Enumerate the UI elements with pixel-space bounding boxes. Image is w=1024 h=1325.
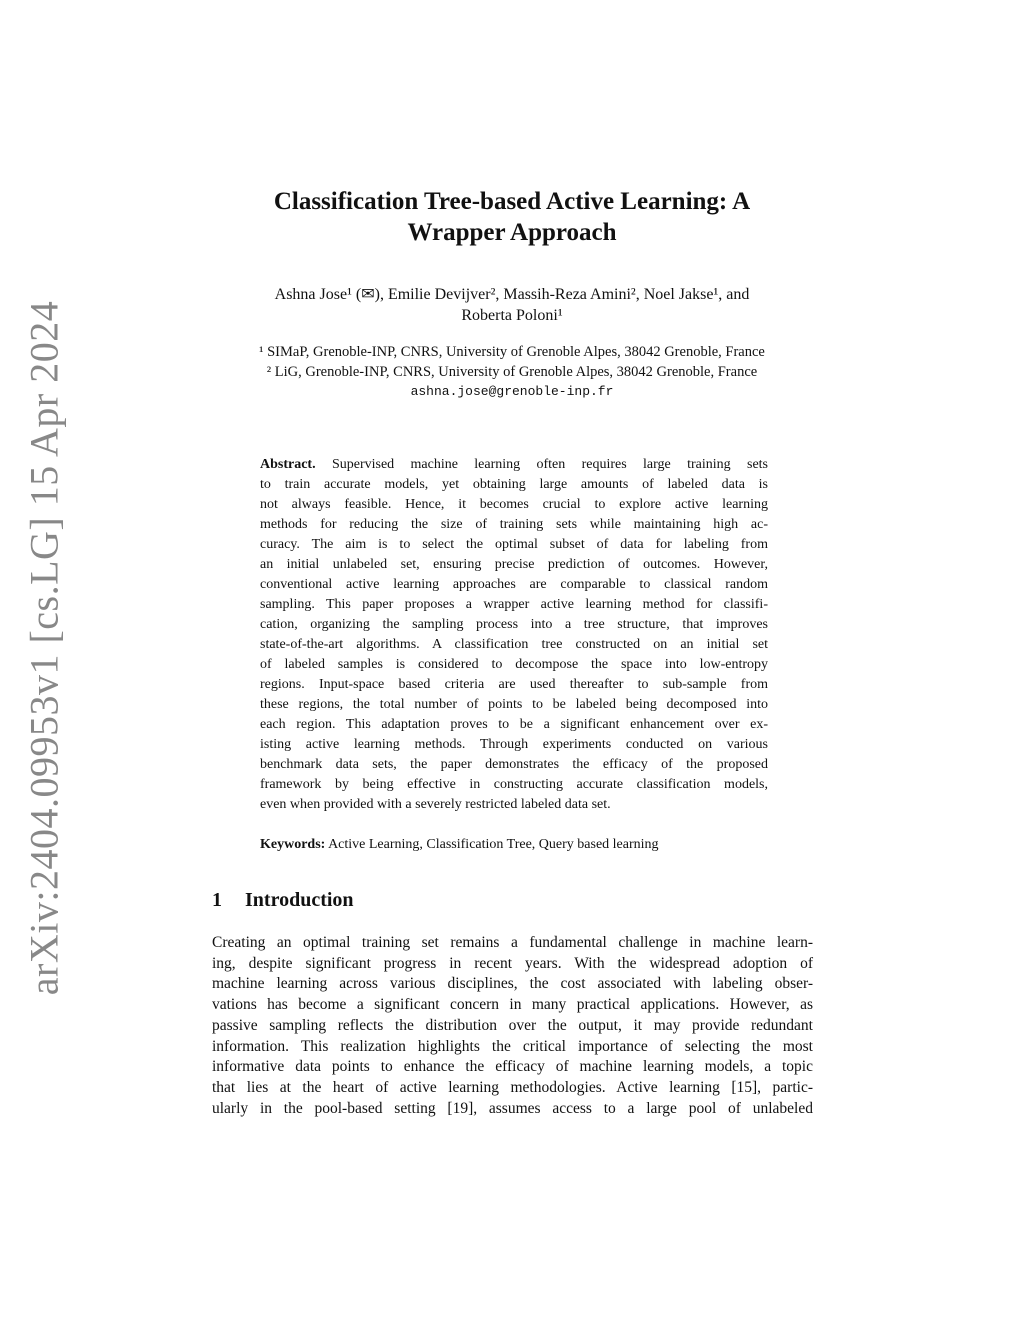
abstract xyxy=(260,455,768,815)
abstract-line: methods for reducing the size of training sets while maintaining high ac- xyxy=(260,517,768,532)
abstract-line: not always feasible. Hence, it becomes crucial to explore active learning xyxy=(260,497,768,512)
abstract-line xyxy=(260,455,768,475)
abstract-line: these regions, the total number of points to be labeled being decomposed into xyxy=(260,697,768,712)
section-number: 1 xyxy=(212,889,222,911)
paragraph-line: vations has become a significant concern in many practical applications. However, as xyxy=(212,996,813,1014)
keywords xyxy=(260,835,768,855)
abstract-line: curacy. The aim is to select the optimal subset of data for labeling from xyxy=(260,537,768,552)
abstract-line: each region. This adaptation proves to be a significant enhancement over ex- xyxy=(260,717,768,732)
paragraph-line: Creating an optimal training set remains a fundamental challenge in machine learn- xyxy=(212,934,813,951)
abstract-line-text: Supervised machine learning often requires large training sets xyxy=(331,457,768,472)
contact-email[interactable]: ashna.jose@grenoble-inp.fr xyxy=(410,384,614,399)
abstract-line: sampling. This paper proposes a wrapper active learning method for classifi- xyxy=(260,597,768,612)
paragraph-line: that lies at the heart of active learning methodologies. Active learning [15], partic- xyxy=(212,1078,813,1096)
title-line-1: Classification Tree-based Active Learning: A xyxy=(273,188,751,215)
section-title: Introduction xyxy=(245,889,354,911)
abstract-line: state-of-the-art algorithms. A classification tree constructed on an initial set xyxy=(260,637,768,652)
abstract-line: benchmark data sets, the paper demonstrates the efficacy of the proposed xyxy=(260,757,768,772)
keywords-text: Active Learning, Classification Tree, Query based learning xyxy=(328,837,659,852)
paragraph-line: machine learning across various disciplines, the cost associated with labeling obser- xyxy=(212,975,813,993)
affiliation-2: ² LiG, Grenoble-INP, CNRS, University of Grenoble Alpes, 38042 Grenoble, France xyxy=(266,364,758,380)
abstract-line: an initial unlabeled set, ensuring precise prediction of outcomes. However, xyxy=(260,557,768,572)
paragraph-line: informative data points to enhance the efficacy of machine learning models, a topic xyxy=(212,1058,813,1076)
authors-line-1: Ashna Jose¹ (✉), Emilie Devijver², Massih-Reza Amini², Noel Jakse¹, and xyxy=(274,286,750,303)
paper-title xyxy=(212,186,812,248)
abstract-line: regions. Input-space based criteria are used thereafter to sub-sample from xyxy=(260,677,768,692)
title-line-2: Wrapper Approach xyxy=(407,219,617,246)
abstract-line: conventional active learning approaches are comparable to classical random xyxy=(260,577,768,592)
affiliations xyxy=(190,342,834,402)
paragraph-line: passive sampling reflects the distribution over the output, it may provide redundant xyxy=(212,1016,813,1034)
affiliation-1: ¹ SIMaP, Grenoble-INP, CNRS, University of Grenoble Alpes, 38042 Grenoble, France xyxy=(259,344,765,360)
abstract-line: framework by being effective in constructing accurate classification models, xyxy=(260,777,768,792)
abstract-line: of labeled samples is considered to decompose the space into low-entropy xyxy=(260,657,768,672)
paragraph-line: information. This realization highlights the critical importance of selecting the most xyxy=(212,1037,813,1055)
paragraph-line: ing, despite significant progress in recent years. With the widespread adoption of xyxy=(212,954,813,972)
authors-line-2: Roberta Poloni¹ xyxy=(461,307,563,324)
author-list xyxy=(212,284,812,326)
paragraph-line: ularly in the pool-based setting [19], assumes access to a large pool of unlabeled xyxy=(212,1099,813,1117)
abstract-line: isting active learning methods. Through experiments conducted on various xyxy=(260,737,768,752)
abstract-label: Abstract. xyxy=(260,457,316,472)
keywords-label: Keywords: xyxy=(260,837,326,852)
section-heading-introduction xyxy=(212,886,354,914)
introduction-paragraph xyxy=(212,933,813,1119)
arxiv-identifier: arXiv:2404.09953v1 [cs.LG] 15 Apr 2024 xyxy=(21,300,67,996)
abstract-line: cation, organizing the sampling process into a tree structure, that improves xyxy=(260,617,768,632)
abstract-line: even when provided with a severely restricted labeled data set. xyxy=(260,797,611,812)
abstract-line: to train accurate models, yet obtaining large amounts of labeled data is xyxy=(260,477,768,492)
